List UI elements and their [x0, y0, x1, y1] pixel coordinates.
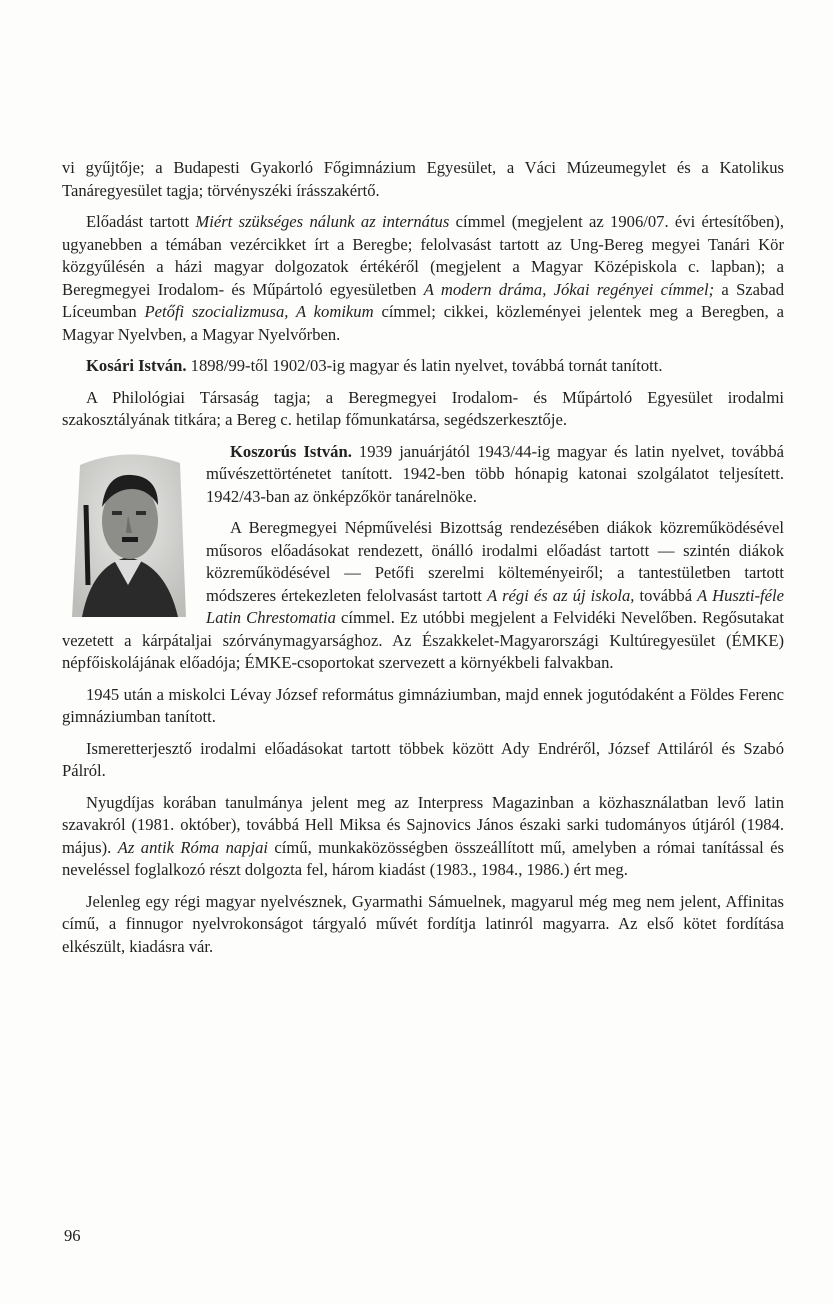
entry-kosari-memberships: A Philológiai Társaság tagja; a Beregmegyei Irodalom- és Műpártoló Egyesület irodalmi szakosztályának titkára; a Bereg c. hetilap főmunkatársa, segédszerkesztője. — [62, 387, 784, 429]
entry-koszorus: Koszorús István. 1939 januárjától 1943/44-ig magyar és latin nyelvet, továbbá művészettörténetet tanított. 1942-ben több hónapig katonai szolgálatot teljesített. 1942/43-ban az önképzőkör tanárelnöke. — [206, 441, 784, 506]
paragraph-koszorus-lectures: Ismeretterjesztő irodalmi előadásokat tartott többek között Ady Endréről, József Attiláról és Szabó Pálról. — [62, 738, 784, 780]
page-number: 96 — [64, 1226, 81, 1245]
paragraph-koszorus-retirement: Nyugdíjas korában tanulmánya jelent meg az Interpress Magazinban a közhasználatban levő latin szavakról (1981. október), továbbá Hell Miksa és Sajnovics János északi sarki tudományos útjáról (1984. május). Az antik Róma napjai című, munkaközösségben összeállított mű, amelyben a római tanítással és neveléssel foglalkozó részt dolgozta fel, három kiadást (1983., 1984., 1986.) ért meg. — [62, 792, 784, 879]
paragraph-koszorus-miskolc: 1945 után a miskolci Lévay József református gimnáziumban, majd ennek jogutódaként a Földes Ferenc gimnáziumban tanított. — [62, 684, 784, 726]
entry-name-kosari: Kosári István. — [86, 356, 187, 375]
entry-kosari: Kosári István. 1898/99-től 1902/03-ig magyar és latin nyelvet, továbbá tornát tanított. — [86, 356, 663, 375]
body-text — [62, 157, 784, 967]
paragraph-lectures: Előadást tartott Miért szükséges nálunk az internátus címmel (megjelent az 1906/07. évi értesítőben), ugyanebben a témában vezércikket írt a Beregbe; felolvasást tartott az Ung-Bereg megyei Tanári Kör közgyűlésén a házi magyar dolgozatok értékéről (megjelent a Magyar Középiskola c. lapban); a Beregmegyei Irodalom- és Műpártoló egyesületben A modern dráma, Jókai regényei címmel; a Szabad Líceumban Petőfi szocializmusa, A komikum címmel; cikkei, közleményei jelentek meg a Beregben, a Magyar Nyelvben, a Magyar Nyelvőrben. — [62, 212, 784, 344]
entry-name-koszorus: Koszorús István. — [230, 441, 352, 461]
portrait-photo — [62, 445, 194, 617]
paragraph-koszorus-translation: Jelenleg egy régi magyar nyelvésznek, Gyarmathi Sámuelnek, magyarul még meg nem jelent, Affinitas című, a finnugor nyelvrokonságot tárgyaló művét fordítja latinról magyarra. Az első kötet fordítása elkészült, kiadásra vár. — [62, 891, 784, 956]
paragraph-koszorus-activities: A Beregmegyei Népművelési Bizottság rendezésében diákok közreműködésével műsoros előadásokat rendezett, önálló irodalmi előadást tartott — szintén diákok közreműködésével — Petőfi szerelmi költeményeiről; a tantestületben tartott módszeres értekezleten felolvasást tartott A régi és az új iskola, továbbá A Huszti-féle Latin Chrestomatia címmel. Ez utóbbi megjelent a Felvidéki Nevelőben. Regősutakat vezetett a kárpátaljai szórványmagyarsághoz. Az Északkelet-Magyarországi Kultúregyesület (ÉMKE) népfőiskolájának előadója; ÉMKE-csoportokat szervezett a környékbeli falvakban. — [62, 518, 784, 672]
paragraph-intro: vi gyűjtője; a Budapesti Gyakorló Főgimnázium Egyesület, a Váci Múzeumegylet és a Katolikus Tanáregyesület tagja; törvényszéki írásszakértő. — [62, 158, 784, 200]
